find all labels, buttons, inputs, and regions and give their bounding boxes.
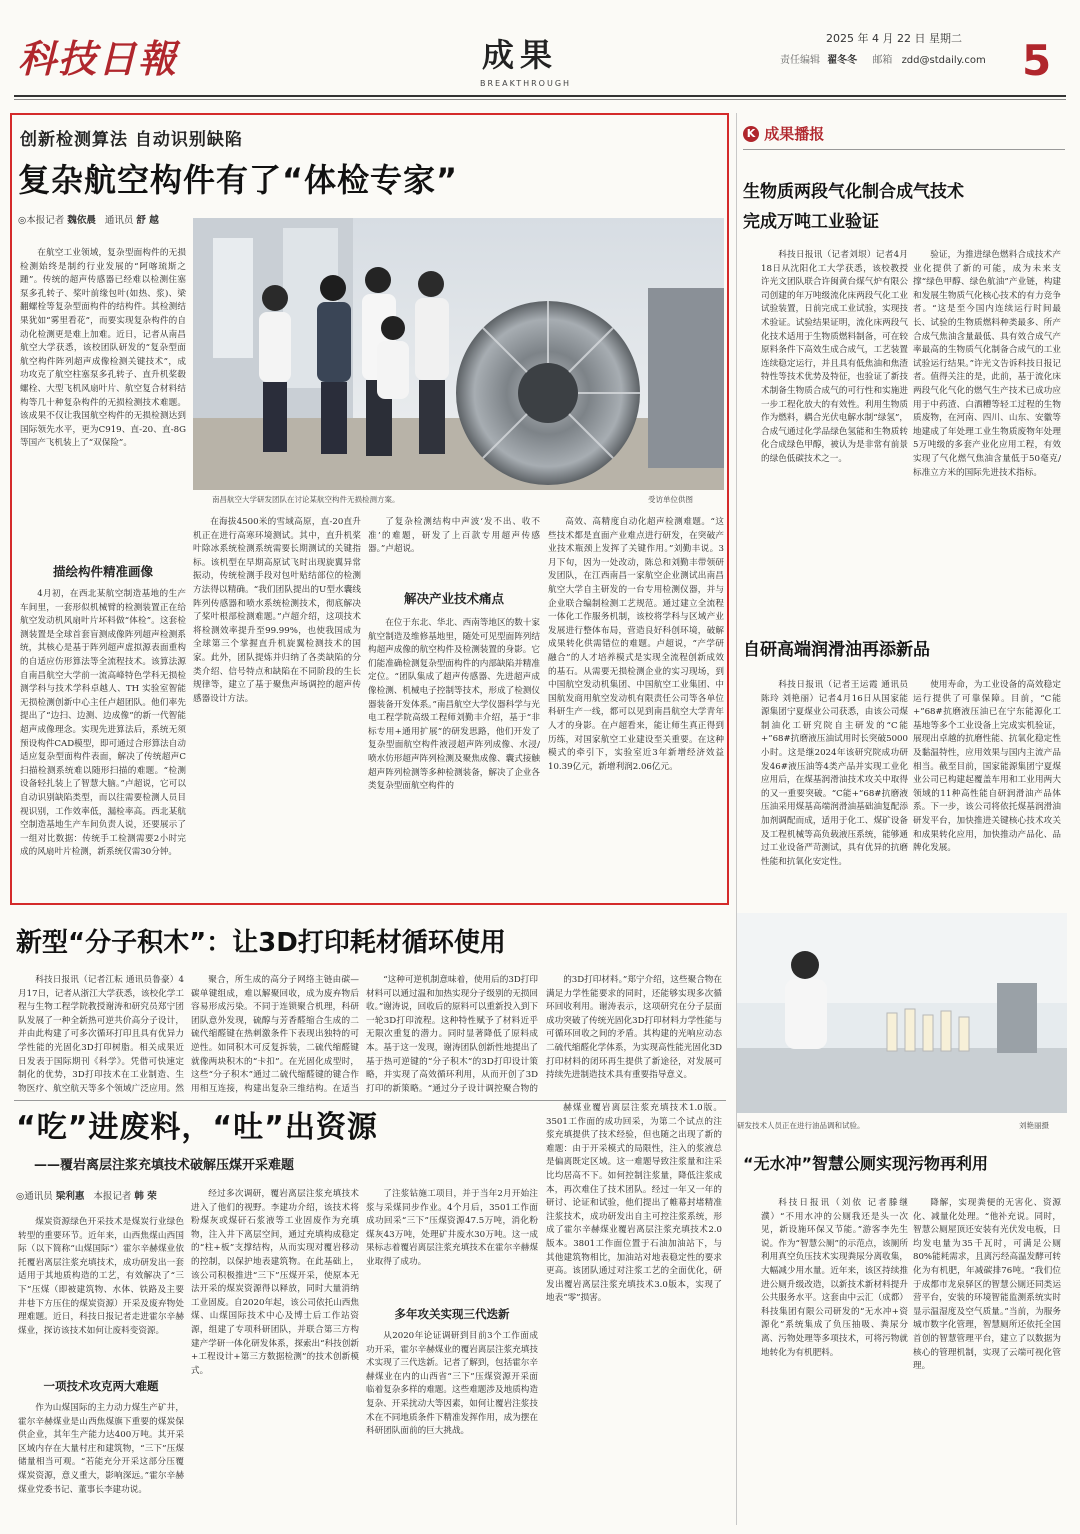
editor-name: 翟冬冬 <box>827 55 858 66</box>
editor-label: 责任编辑 <box>780 55 820 66</box>
article-3d <box>10 912 729 1098</box>
email-address: zdd@stdaily.com <box>901 55 986 66</box>
news-photo <box>737 913 1067 1113</box>
masthead <box>0 0 1080 108</box>
section-title: 成果 <box>482 36 559 74</box>
byline-correspondent-label: 通讯员 <box>104 215 134 226</box>
article-coal-subhead-2: 多年攻关实现三代迭新 <box>394 1307 510 1321</box>
article-coal-col-1: 煤炭资源绿色开采技术是煤炭行业绿色转型的重要环节。近年来，山西焦煤山西国际（以下简称“山煤国际”）霍尔辛赫煤业依托覆岩离层注浆充填技术，成功研发出一套适用于其地质构造的工艺，有效解决了“三下”压煤（即被建筑物、水体、铁路及主要井巷下方压住的煤炭资源）开采及废弃物处理难题。近日，科技日报记者走进霍尔辛赫煤业，探访该技术如何让废料变资源。 <box>18 1217 184 1336</box>
lead-subhead-1: 描绘构件精准画像 <box>52 564 153 579</box>
section-subtitle: BREAKTHROUGH <box>480 79 572 88</box>
article-coal-subhead-1: 一项技术攻克两大难题 <box>43 1379 159 1393</box>
lab-photo-image <box>193 218 724 490</box>
news-tag <box>743 123 824 144</box>
news-photo-caption: 研发技术人员正在进行油品调和试验。 <box>737 1121 865 1130</box>
article-coal-subtitle: ——覆岩离层注浆充填技术破解压煤开采难题 <box>34 1158 295 1173</box>
lead-col-1: 4月初，在西北某航空制造基地的生产车间里，一套形似机械臂的检测装置正在给航空发动机风扇叶片坏料做“体检”。这套检测装置是全球首套盲测成像阵列超声检测系统，其核心是基于阵列超声虚拟源表面重构的自适应仿形算法等全流程技术。该算法源自南昌航空大学前一流高峰特色学科无损检测学科与技术学科卓越人、TH 实验室智能无损检测创新中心主任卢超团队。他们率先提出了“边扫、边测、边成像”的新一代智能超声成像理念。实现先进算法后，系统无须预设构件CAD模型，即可通过合形算法自动适应复杂型面构件表面，解决了传统超声C扫描检测系统难以随形扫描的难题。“检测设备轻扎装上了智慧大脑。”卢超说，它可以自动识别缺陷类型，而以往需要检测人员目视识别，工作效率低，漏检率高。西北某航空制造基地生产车间负责人说，还要展示了一组对比数据：传统手工检测需要2小时完成的风扇叶片检测，新系统仅需30分钟。 <box>20 589 186 858</box>
article-coal-col-2: 经过多次调研，覆岩离层注浆充填技术进入了他们的视野。李建功介绍，该技术将粉煤灰或煤矸石浆液等工业固废作为充填物，注入井下离层空间，通过充填构成稳定的“柱+板”支撑结构，从而实现对覆岩移动的控制，以保护地表建筑物。在此基础上，该公司积极推进“三下”压煤开采，使原本无法开采的煤炭资源得以释放，同时大量消纳工业固废。自2020年起，该公司依托山西焦煤、山煤国际技术中心及博士后工作站资源，组建了专项科研团队，并联合第三方构建产学研一体化研发体系，探索出“科技创新+工程设计+第三方数据检测”的技术创新模式。 <box>191 1189 359 1376</box>
coal-byline-reporter: 韩 荣 <box>134 1191 157 1202</box>
lead-intro: 在航空工业领域，复杂型面构件的无损检测始终是制约行业发展的“阿喀琉斯之踵”。传统的超声传感器已经难以检测住塞泵多孔转子、桨叶前缘包叶(如热、浆)、梁翻螺栓等复杂型面构件的结构件。其检测结果犹如“雾里看花”，而要实现复杂构件的自动化检测更是难上加难。近日，记者从南昌航空大学获悉，该校团队研发的“复杂型面航空构件阵列超声成像检测关键技术”，成功攻克了航空柱塞泵多孔转子、直升机桨毂螺栓、大型飞机风扇叶片、航空复合材料结构等几十种复杂构件的无损检测技术难题。该成果不仅让我国航空构件的无损检测达到国际领先水平，更为C919、直-20、直-8G等国产飞机装上了“双保险”。 <box>20 248 186 449</box>
news-1-headline-1: 生物质两段气化制合成气技术 <box>743 182 964 202</box>
lead-photo-credit: 受访单位供图 <box>648 495 693 504</box>
divider-3d-coal <box>14 1100 726 1101</box>
byline-prefix: ◎本报记者 <box>18 215 65 226</box>
news-1-col-1: 科技日报讯（记者刘垠）记者4月18日从沈阳化工大学获悉，该校教授许光文团队联合许闽黄台煤气炉有限公司创建的年万吨级流化床两段气化工业试验装置，日前完成工业试验，实现技术验证。试验结果证明，流化床两段气化技术适用于生物质燃料制备，可在较原料条件下高效生成合成气，工艺装置连续稳定运行，并且具有低焦油和焦渣特性等技术优势及特征，也验证了新技术制备生物质合成气的可行性和实施进一步工程化放大的有效性。利用生物质作为燃料，耦合光伏电解水制“绿氢”，合成气通过化学品绿色氢能和生物质转化合成绿色甲醇，被认为是非常有前景的绿色低碳技术之一。 <box>761 250 908 464</box>
lead-col-2: 在海拔4500米的雪域高原，直-20直升机正在进行高寒环境测试。其中，直升机桨叶除冰系统检测系统需要长期测试的关键指标。该机型在早期高原试飞时出现旋翼异常振动，传统检测手段对包叶贴结部位的检测方法得以精确。“我们团队提出的U型水囊线阵列传感器和喷水系统检测技术，彻底解决了桨叶根部检测难题。”卢超介绍，这项技术将检测效率提升至99.99%，也使我国成为全球第三个掌握直升机旋翼检测技术的国家。此外，团队提炼并归纳了各类缺陷的分类介绍、信号特点和缺陷在不同阶段的生长规律等，建立了基于聚焦声场调控的超声传感器设计方法。 <box>193 517 361 704</box>
article-3d-headline: 新型“分子积木”：让3D打印耗材循环使用 <box>16 928 506 958</box>
news-2-headline: 自研高端润滑油再添新品 <box>743 640 930 660</box>
byline-correspondent: 舒 越 <box>136 215 159 226</box>
news-1-col-2: 验证，为推进绿色燃料合成技术产业化提供了新的可能，成为未来支撑“绿色甲醇、绿色航油”产业链，构建和发展生物质气化核心技术的有力竞争者。“这是至今国内连续运行时间最长、试验的生物质燃料种类最多、所产合成气焦油含量最低、具有效合成气产率最高的生物质气化制备合成气的工业试验运行结果。”许光文告诉科技日报记者。值得关注的是，此前，基于流化床两段气化气化的燃气生产技术已成功应用于中药渣、白酒糟等轻工过程的生物质废物，在河南、四川、山东、安徽等地建成了年处理工业生物质废物年处理5万吨级的多套产业化应用工程，有效实现了气化燃气焦油含量低于50毫克/标准立方米的国际先进技术指标。 <box>913 250 1061 478</box>
news-3-headline: “无水冲”智慧公厕实现污物再利用 <box>743 1154 989 1173</box>
article-coal-byline <box>16 1188 157 1202</box>
article-coal-headline: “吃”进废料，“吐”出资源 <box>16 1110 378 1145</box>
lead-subhead-2: 解决产业技术痛点 <box>403 591 504 606</box>
page-number: 5 <box>1022 36 1052 85</box>
news-tag-label: 成果播报 <box>764 125 825 143</box>
byline-reporter: 魏依晨 <box>67 215 96 226</box>
lead-col-3-top: 了复杂检测结构中声波‘发不出、收不准’的难题，研发了上百款专用超声传感器。”卢超说。 <box>368 517 540 555</box>
coal-byline-prefix: ◎通讯员 <box>16 1191 53 1202</box>
lead-article <box>10 113 729 905</box>
lead-col-3: 在位于东北、华北、西南等地区的数十家航空制造及维修基地里，随处可见型面阵列结构超声成像的航空构件及检测装置的身影。它们能准确检测复杂型面构件的内部缺陷并精准定位。“团队集成了超声传感器、先进超声成像检测、机械电子控制等技术，形成了检测仪器装备开发体系。”南昌航空大学仪器科学与光电工程学院高级工程师刘勤丰介绍，基于“非标专用+通用扩展”的研发思路，他们开发了复杂型面航空构件液浸超声阵列成像、水浸/喷水仿形超声阵列检测及聚焦成像、囊式接触超声阵列检测等多种检测装备，解决了企业各类复杂型面航空构件的 <box>368 618 540 792</box>
email-label: 邮箱 <box>872 55 893 66</box>
masthead-rule <box>14 95 1066 97</box>
news-tag-icon: K <box>743 126 759 142</box>
lead-kicker: 创新检测算法 自动识别缺陷 <box>20 130 243 150</box>
article-coal-col-4: 赫煤业覆岩离层注浆充填技术1.0版。3501工作面的成功回采，为第二个试点的注浆充填提供了技术经验，但也随之出现了新的难题：由于开采模式的局限性，注入的浆液总是偏离既定区域。这一难题导致注浆量和注采比均居高不下。如何控制注浆量，降低注浆成本，再次难住了技术团队。经过一年又一年的研讨、论证和试验，他们提出了帷幕封堵精准注浆技术，成功研发出自主可控注浆系统，形成了霍尔辛赫煤业覆岩离层注浆充填技术2.0版本。3801工作面位置于石油加油站下，与其他建筑物相比，加油站对地表稳定性的要求更高。该团队通过对注浆工艺的全面优化，研发出覆岩离层注浆充填技术3.0版本，实现了地表“零”损害。 <box>546 1103 722 1304</box>
news-tag-rule <box>743 149 1065 150</box>
oil-lab-photo-image <box>737 913 1067 1113</box>
coal-byline-reporter-label: 本报记者 <box>93 1191 132 1202</box>
article-coal-col-3: 了注浆钻施工项目，并于当年2月开始注浆与采煤同步作业。4个月后，3501工作面成功回采“三下”压煤资源47.5万吨，消化粉煤灰43万吨，处理矿井废水30万吨。这一成果标志着覆岩离层注浆充填技术在霍尔辛赫煤业取得了成功。 <box>366 1189 538 1267</box>
lead-col-4: 高效、高精度自动化超声检测难题。“这些技术都是直面产业难点进行研发，在突破产业技术瓶颈上发挥了关键作用。”刘勤丰说。3月下旬，因为一处改动，陈总和刘勤丰带领研发团队，在江西南昌一家航空企业测试出南昌航空大学自主研发的一台专用检测仪器，并与企业联合编制检测工艺规范。通过建立全流程一体化工作服务机制，该校将学科与区域产业发展进行整体布局，营造良好科创环境，破解成果转化供需错位的难题。卢超说，“产学研融合”的人才培养模式是实现全流程创新成效的基石。从需要无损检测企业的实习现场，到中国航空发动机集团、中国航空工业集团、中国航发商用航空发动机有限责任公司等各单位科研生产一线，都可以见到南昌航空大学青年人才的身影。在卢超看来，能让师生真正得到历练，对国家航空工业建设至关重要。在这种模式的牵引下，实验室近3年新增经济效益10.39亿元，新增利润2.06亿元。 <box>548 517 724 772</box>
news-section <box>736 113 1070 1525</box>
news-2-col-1: 科技日报讯（记者王运霞 通讯员陈玲 刘艳丽）记者4月16日从国家能源集团宁夏煤业公司获悉，由该公司煤制油化工研究院自主研发的“C能+”68#抗磨液压油试用时长突破5000小时。这是继2024年该研究院成功研发46#液压油等4类产品并实现工业化应用后，在煤基润滑油技术攻关中取得的又一重要突破。“C能+”68#抗磨液压油采用煤基高端润滑油基础油复配添加剂调配而成，适用于化工、煤矿设备及工程机械等高负载液压系统，能够通过工业设备严苛测试，具有优异的抗磨性能和抗氧化安定性。 <box>761 680 908 867</box>
lead-headline: 复杂航空构件有了“体检专家” <box>18 161 459 199</box>
article-coal-col-1b: 作为山煤国际的主力动力煤生产矿井，霍尔辛赫煤业是山西焦煤旗下重要的煤炭保供企业，其年生产能力达400万吨。其开采区域内存在大量村庄和建筑物，“三下”压煤储量相当可观。“若能充分开采这部分压覆煤炭资源，意义重大，影响深远。”霍尔辛赫煤业党委书记、董事长李建功说。 <box>18 1403 184 1495</box>
news-photo-credit: 刘艳丽摄 <box>1019 1121 1049 1130</box>
lead-photo <box>193 218 724 490</box>
article-coal-col-3b: 从2020年论证调研到目前3个工作面成功开采，霍尔辛赫煤业的覆岩离层注浆充填技术实现了三代迭新。记者了解到，包括霍尔辛赫煤业在内的山西省“三下”压煤资源开采面临着复杂多样的难题。这些难题涉及地质构造复杂、开采扰动大等因素，如何让覆岩注浆技术在不同地质条件下精准发挥作用，成为摆在科研团队面前的巨大挑战。 <box>366 1331 538 1437</box>
coal-byline-correspondent: 梁利惠 <box>55 1191 85 1202</box>
article-coal <box>10 1102 729 1530</box>
news-3-col-1: 科技日报讯（刘依 记者滕继濮）“不用水冲的公厕我还是头一次见，新设施环保又节能。”游客李先生说。作为“智慧公厕”的示范点，该厕所利用真空负压技术实现粪尿分离收集，大幅减少用水量。近年来，该区持续推进公厕升级改造，以新技术新材料提升公共服务水平。这套由中云汇（成都）科技集团有限公司研发的“无水冲+资源化”系统集成了负压抽吸、粪尿分离、污物处理等多项技术，可将污物就地转化为有机肥料。 <box>761 1198 908 1358</box>
issue-date: 2025 年 4 月 22 日 星期二 <box>826 32 962 45</box>
news-2-col-2: 使用寿命，为工业设备的高效稳定运行提供了可靠保障。目前，“C能+”68#抗磨液压油已在宁东能源化工基地等多个工业设备上完成实机验证，展现出卓越的抗磨性能、抗氧化稳定性及黏温特性，应用效果与国内主流产品相当。截至目前，国家能源集团宁夏煤业公司已构建起覆盖车用和工业用两大领域的11种高性能自研润滑油产品体系。下一步，该公司将依托煤基润滑油研发平台，加快推进关键核心技术攻关和成果转化应用，加快推动产品化、品牌化发展。 <box>913 680 1061 854</box>
masthead-rule-thin <box>14 99 1066 100</box>
lead-byline <box>18 212 159 226</box>
editor-line <box>780 51 986 66</box>
lead-photo-caption: 南昌航空大学研发团队在讨论某航空构件无损检测方案。 <box>212 495 400 504</box>
paper-logo: 科技日報 <box>18 36 179 81</box>
article-3d-col-1: 科技日报讯（记者江耘 通讯员鲁豪）4月17日，记者从浙江大学获悉，该校化学工程与生物工程学院教授谢涛和研究员郑宁团队发展了一种全新热可逆共价高分子设计，并由此构建了可多次循环打印且具有优异力学性能的光固化3D打印树脂。相关成果近日发表于国际期刊《科学》。凭借可快速定制化的优势，3D打印技术在工业制造、生物医疗、航空航天等多个领域广泛应用。然 <box>18 975 184 1094</box>
news-1-headline-2: 完成万吨工业验证 <box>743 212 879 232</box>
article-3d-col-2: 聚合，所生成的高分子网络主链由碳—碳单键组成，难以解聚回收，成为废弃物后容易形成污染。不同于连锁聚合机理，科研团队意外发现，硫醇与芳香醛缩合生成的二硫代缩醛键在热刺激条件下表现出独特的可逆性。如同积木可反复拆装，二硫代缩醛键就像两块积木的“卡扣”。在光固化成型时，这些“分子积木”通过二硫代缩醛键的键合作用相互连接，构建出复杂三维结构。在适当 <box>191 975 359 1094</box>
article-3d-col-3: “这种可逆机制意味着，使用后的3D打印材料可以通过温和加热实现分子级别的无损回收。”谢涛说，回收后的原料可以重新投入到下一轮3D打印流程。这种特性赋予了材料近乎无限次重复的潜力。同时显著降低了原料成本。基于这一发现，谢涛团队创新性地提出了基于热可逆键的“分子积木”的3D打印设计策略，并实现了高效循环利用，从而开创了3D打印的新策略。“通过分子设计调控聚合物的 <box>366 975 538 1094</box>
article-3d-col-4: 的3D打印材料。”郑宁介绍，这些聚合物在满足力学性能要求的同时，还能够实现多次循环回收利用。谢涛表示，这项研究在分子层面成功突破了传统光固化3D打印材料力学性能与可循环回收之间的矛盾。其构建的光响应动态二硫代缩醛化学体系，为实现高性能光固化3D打印材料的闭环再生提供了新途径，对发展可持续先进制造技术具有重要指导意义。 <box>546 975 722 1081</box>
news-3-col-2: 降解，实现粪便的无害化、资源化、减量化处理。“他补充说。同时，智慧公厕屋顶还安装有光伏发电板，日均发电量为35千瓦时，可满足公厕80%能耗需求，且离污经高温发酵可转化为有机肥，年减碳排76吨。“我们位于成都市龙泉驿区的智慧公厕还同类运营平台，安装的环境智能监测系统实时显示温湿度及空气质量。”当前，为服务城市数字化管理，智慧厕所还依托全国首创的智慧管理平台，建立了以数据为核心的管理机制，实现了云端可视化管理。 <box>913 1198 1061 1372</box>
